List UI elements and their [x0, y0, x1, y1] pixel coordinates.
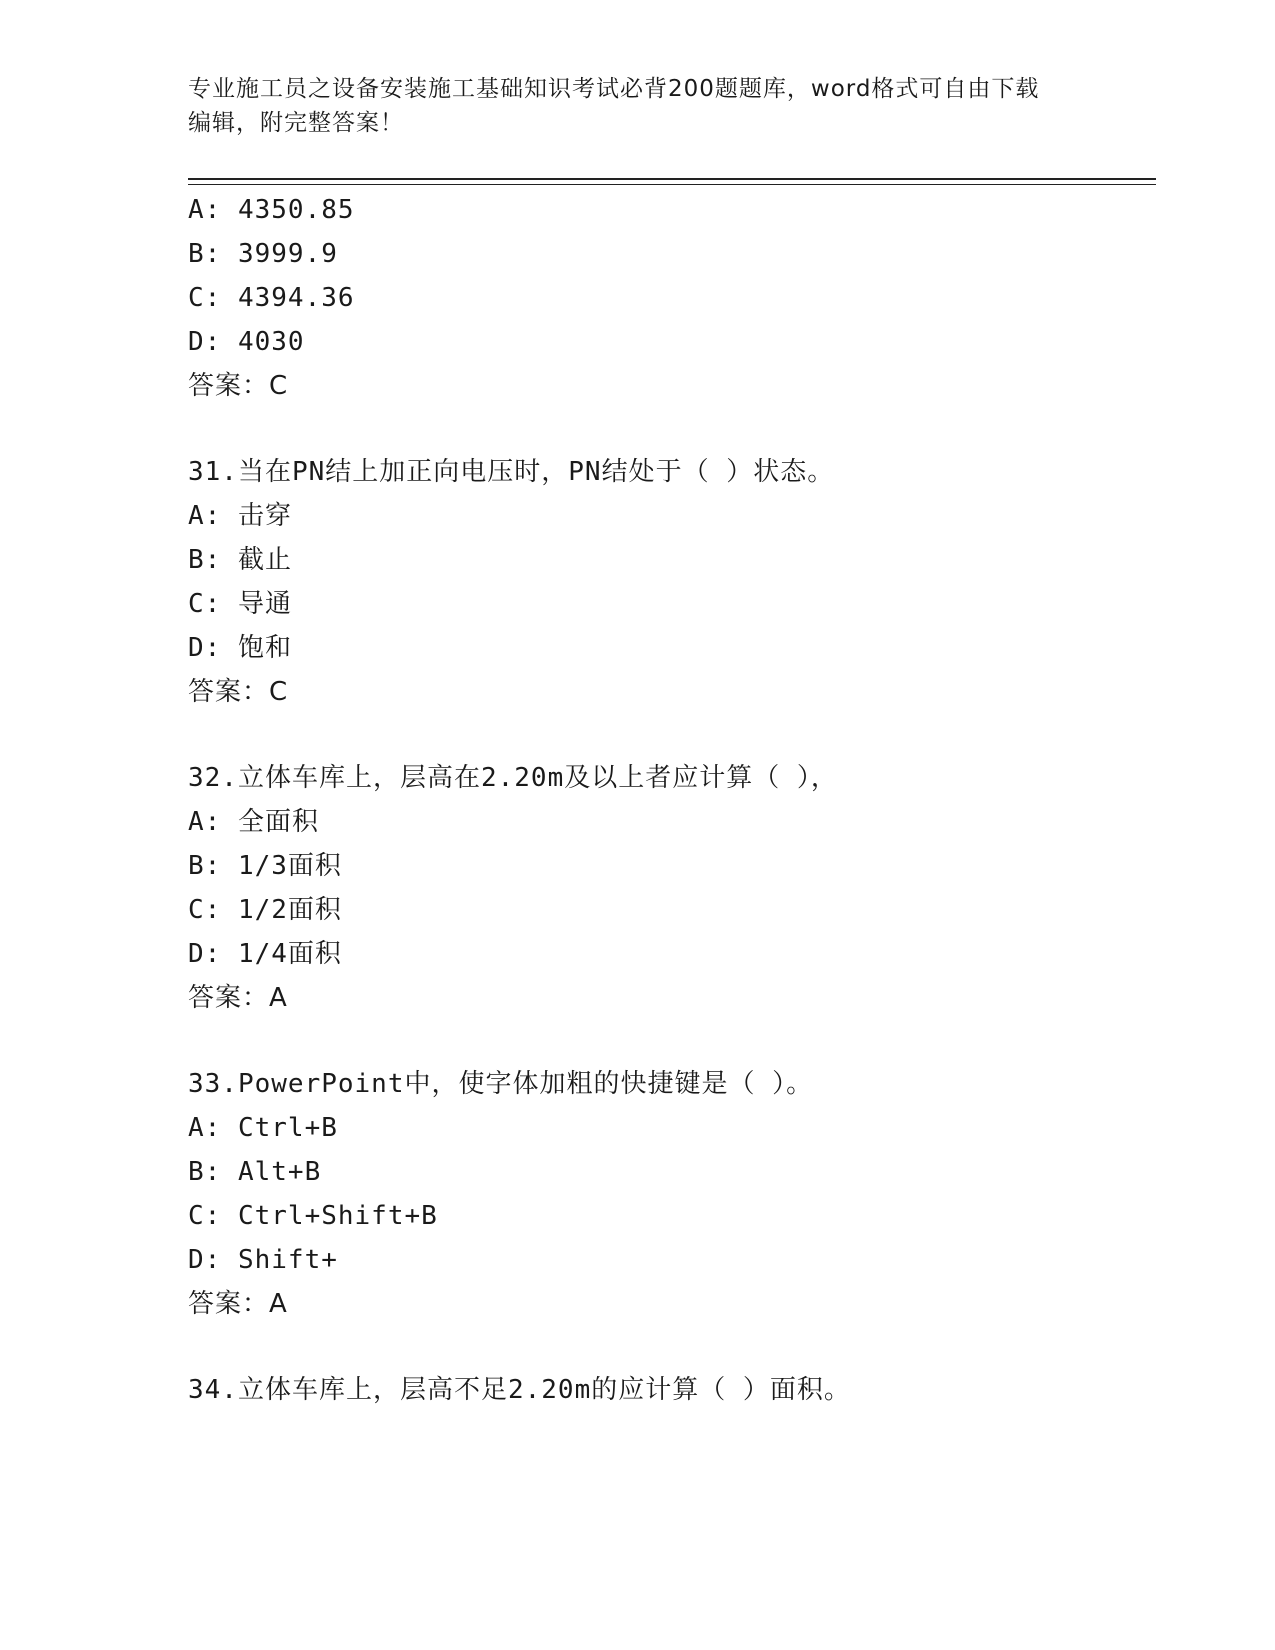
- header-divider-thick: [188, 178, 1156, 180]
- header-title-line1: 专业施工员之设备安装施工基础知识考试必背200题题库，word格式可自由下载: [188, 76, 1040, 102]
- q30-option-b: B: 3999.9: [188, 239, 338, 269]
- q32-option-b: B: 1/3面积: [188, 851, 342, 881]
- document-header: [188, 72, 1068, 140]
- q31-option-b: B: 截止: [188, 545, 292, 575]
- q32-option-d: D: 1/4面积: [188, 939, 342, 969]
- q32-option-c: C: 1/2面积: [188, 895, 342, 925]
- q33-answer: 答案：A: [188, 1289, 288, 1319]
- q33-option-a: A: Ctrl+B: [188, 1113, 338, 1143]
- q30-option-d: D: 4030: [188, 327, 305, 357]
- q33-option-b: B: Alt+B: [188, 1157, 322, 1187]
- q30-option-c: C: 4394.36: [188, 283, 355, 313]
- q32-question: 32.立体车库上，层高在2.20m及以上者应计算（ ），: [188, 763, 838, 793]
- q31-option-a: A: 击穿: [188, 501, 292, 531]
- header-divider-thin: [188, 184, 1156, 185]
- q34-question: 34.立体车库上，层高不足2.20m的应计算（ ）面积。: [188, 1375, 851, 1405]
- header-title-line2: 编辑，附完整答案！: [188, 110, 404, 136]
- q33-option-d: D: Shift+: [188, 1245, 338, 1275]
- q31-option-c: C: 导通: [188, 589, 292, 619]
- q31-option-d: D: 饱和: [188, 633, 292, 663]
- q31-answer: 答案：C: [188, 677, 289, 707]
- q32-answer: 答案：A: [188, 983, 288, 1013]
- q33-option-c: C: Ctrl+Shift+B: [188, 1201, 438, 1231]
- q32-option-a: A: 全面积: [188, 807, 319, 837]
- q33-question: 33.PowerPoint中，使字体加粗的快捷键是（ ）。: [188, 1069, 814, 1099]
- q31-question: 31.当在PN结上加正向电压时，PN结处于（ ）状态。: [188, 457, 835, 487]
- q30-option-a: A: 4350.85: [188, 195, 355, 225]
- q30-answer: 答案：C: [188, 371, 289, 401]
